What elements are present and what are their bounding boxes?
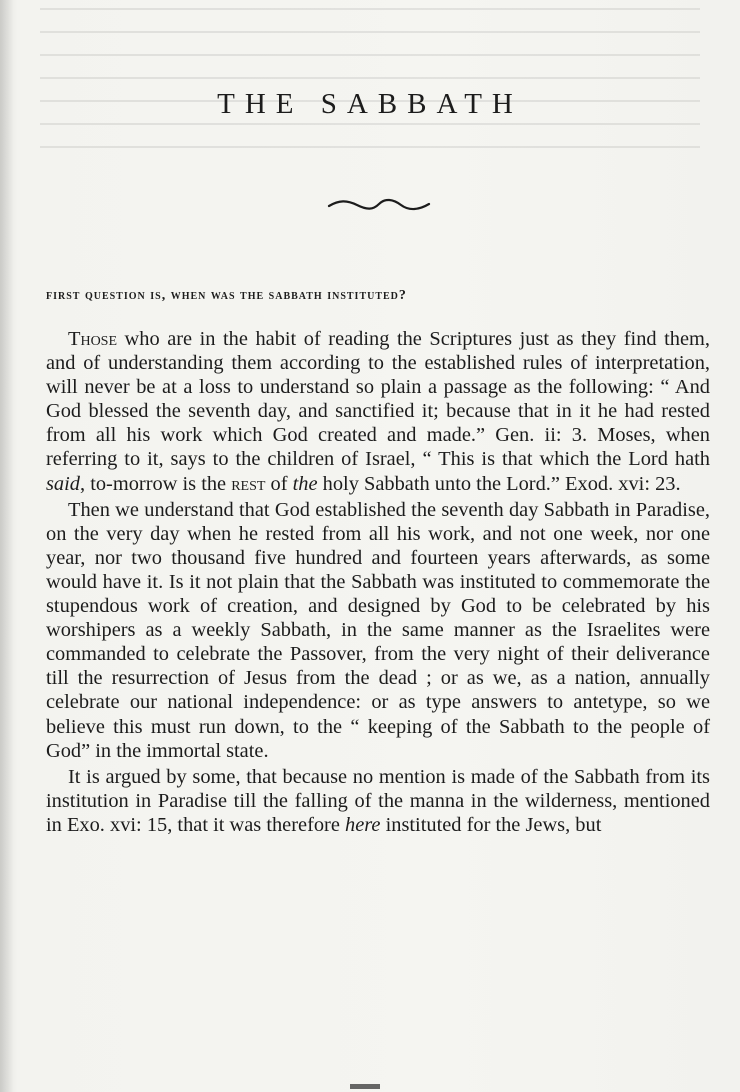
paragraph-1-text-b: , to-morrow is the <box>80 472 232 495</box>
page-gutter-shadow <box>0 0 14 1092</box>
paragraph-3 <box>46 765 710 837</box>
drop-word: Those <box>68 328 118 350</box>
body-text <box>46 327 710 837</box>
paragraph-1 <box>46 327 710 496</box>
paragraph-2: Then we understand that God established the seventh day Sabbath in Paradise, on the very day when he rested from all his work, and not one week, nor one year, nor two thousand five hundred and fourteen years afterwards, as some would have it. Is it not plain that the Sabbath was instituted to commemorate the stupendous work of creation, and designed by God to be celebrated by his worshipers as a weekly Sabbath, in the same manner as the Israelites were commanded to celebrate the Passover, from the very night of their deliverance till the resurrection of Jesus from the dead ; or as we, as a nation, annually celebrate our national independence: or as type answers to antetype, so we believe this must run down, to the “ keeping of the Sabbath to the people of God” in the immortal state. <box>46 498 710 762</box>
paragraph-3-text-b: instituted for the Jews, but <box>380 813 602 836</box>
italic-here: here <box>345 813 381 836</box>
section-question-heading: first question is, when was the sabbath instituted? <box>46 288 407 303</box>
page-title: THE SABBATH <box>217 88 523 120</box>
paragraph-1-text-a: who are in the habit of reading the Scriptures just as they find them, and of understanding them according to the established rules of interpretation, will never be at a loss to understand so plain a passage as the following: “ And God blessed the seventh day, and sanctified it; because that in it he had rested from all his work which God created and made.” Gen. ii: 3. Moses, when referring to it, says to the children of Israel, “ This is that which the Lord hath <box>46 328 710 471</box>
show-through-text <box>40 0 700 160</box>
page-number-fragment <box>350 1084 380 1089</box>
small-caps-rest: rest <box>231 472 266 495</box>
italic-said: said <box>46 472 80 495</box>
paragraph-1-text-d: holy Sabbath unto the Lord.” Exod. xvi: 23. <box>317 472 681 495</box>
italic-the: the <box>292 472 318 495</box>
ornament-divider <box>327 198 431 212</box>
paragraph-3-text-a: It is argued by some, that because no mention is made of the Sabbath from its institution in Paradise till the falling of the manna in the wilderness, mentioned in Exo. xvi: 15, that it was therefore <box>46 765 710 836</box>
paragraph-1-text-c: of <box>265 472 293 495</box>
